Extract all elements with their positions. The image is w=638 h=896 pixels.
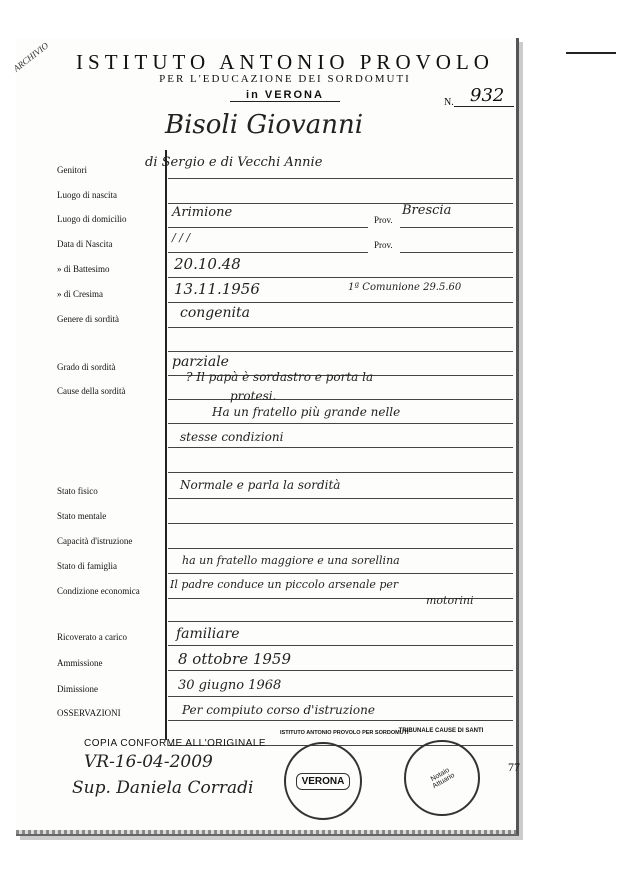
copy-certification-label: COPIA CONFORME ALL'ORIGINALE: [84, 738, 267, 749]
value-genere-sordita: congenita: [180, 305, 250, 321]
value-data-nascita: / / /: [172, 231, 191, 244]
student-name: Bisoli Giovanni: [165, 110, 364, 140]
scan-mark: [566, 52, 616, 54]
institute-title: ISTITUTO ANTONIO PROVOLO: [76, 50, 494, 74]
value-battesimo: 20.10.48: [174, 255, 241, 273]
label-osservazioni: OSSERVAZIONI: [57, 708, 121, 718]
institute-city: in VERONA: [230, 89, 340, 102]
institute-subtitle: PER L'EDUCAZIONE DEI SORDOMUTI: [159, 73, 411, 85]
value-cause-line: protesi.: [230, 389, 277, 403]
rule-line: [168, 573, 513, 574]
rule-line: [168, 423, 513, 424]
rule-line: [168, 277, 513, 278]
certification-signature: Sup. Daniela Corradi: [72, 778, 254, 798]
rule-line: [168, 203, 513, 204]
value-prov-domicilio: Brescia: [402, 203, 452, 218]
rule-line: [168, 178, 513, 179]
rule-line: [168, 720, 513, 721]
label-ricoverato: Ricoverato a carico: [57, 632, 127, 642]
tribunal-seal-center: Notaio Attuario: [429, 766, 456, 791]
value-cresima: 13.11.1956: [174, 280, 260, 298]
rule-line: [168, 498, 513, 499]
rule-line: [168, 645, 513, 646]
value-stato-fisico: Normale e parla la sordità: [180, 478, 341, 492]
label-cause-sordita: Cause della sordità: [57, 386, 126, 396]
value-cause-line: ? Il papà è sordastro e porta la: [186, 370, 374, 384]
value-condizione-line: Il padre conduce un piccolo arsenale per: [170, 578, 399, 591]
value-cause-line: Ha un fratello più grande nelle: [212, 405, 401, 419]
value-grado-sordita: parziale: [172, 354, 229, 370]
value-comunione: 1ª Comunione 29.5.60: [348, 282, 462, 293]
value-ammissione: 8 ottobre 1959: [178, 650, 292, 668]
rule-line: [168, 252, 368, 253]
value-cause-line: stesse condizioni: [180, 430, 284, 444]
value-dimissione: 30 giugno 1968: [178, 678, 282, 693]
label-luogo-nascita: Luogo di nascita: [57, 190, 117, 200]
value-domicilio: Arimione: [172, 205, 233, 220]
prov-label-domicilio: Prov.: [374, 215, 393, 225]
label-dimissione: Dimissione: [57, 684, 99, 694]
rule-line: [168, 696, 513, 697]
rule-line: [168, 447, 513, 448]
rule-line: [168, 621, 513, 622]
rule-line: [168, 472, 513, 473]
provolo-seal: [284, 742, 362, 820]
value-genitori: di Sergio e di Vecchi Annie: [145, 155, 323, 170]
label-cresima: » di Cresima: [57, 289, 103, 299]
rule-line: [168, 548, 513, 549]
scan-edge: [16, 830, 516, 834]
column-divider: [165, 150, 167, 740]
label-capacita-istruzione: Capacità d'istruzione: [57, 536, 133, 546]
label-ammissione: Ammissione: [57, 658, 103, 668]
record-number: 932: [470, 85, 505, 106]
label-stato-famiglia: Stato di famiglia: [57, 561, 117, 571]
tribunal-seal-ring: TRIBUNALE CAUSE DI SANTI: [398, 728, 484, 734]
value-osservazioni: Per compiuto corso d'istruzione: [182, 703, 375, 717]
tribunal-seal: [404, 740, 480, 816]
rule-line: [168, 327, 513, 328]
label-genere-sordita: Genere di sordità: [57, 314, 119, 324]
record-number-line: [454, 106, 514, 107]
rule-line: [168, 351, 513, 352]
rule-line: [168, 670, 513, 671]
label-luogo-domicilio: Luogo di domicilio: [57, 214, 127, 224]
provolo-seal-center: VERONA: [296, 773, 351, 790]
label-battesimo: » di Battesimo: [57, 264, 110, 274]
value-stato-famiglia: ha un fratello maggiore e una sorellina: [182, 554, 400, 567]
certification-date: VR-16-04-2009: [84, 752, 213, 772]
rule-line: [400, 252, 513, 253]
record-number-label: N.: [444, 97, 454, 108]
page-mark: 77: [508, 760, 520, 774]
label-genitori: Genitori: [57, 165, 87, 175]
prov-label-nascita: Prov.: [374, 240, 393, 250]
value-condizione-line: motorini: [426, 594, 474, 607]
archive-stamp: ARCHIVIO: [11, 40, 51, 74]
rule-line: [168, 302, 513, 303]
label-stato-fisico: Stato fisico: [57, 486, 98, 496]
rule-line: [168, 227, 368, 228]
label-stato-mentale: Stato mentale: [57, 511, 107, 521]
rule-line: [168, 399, 513, 400]
rule-line: [168, 523, 513, 524]
rule-line: [400, 227, 513, 228]
label-grado-sordita: Grado di sordità: [57, 362, 116, 372]
label-data-nascita: Data di Nascita: [57, 239, 113, 249]
provolo-seal-ring: ISTITUTO ANTONIO PROVOLO PER SORDOMUTI: [280, 730, 409, 736]
value-ricoverato: familiare: [176, 626, 240, 642]
label-condizione-economica: Condizione economica: [57, 586, 140, 596]
